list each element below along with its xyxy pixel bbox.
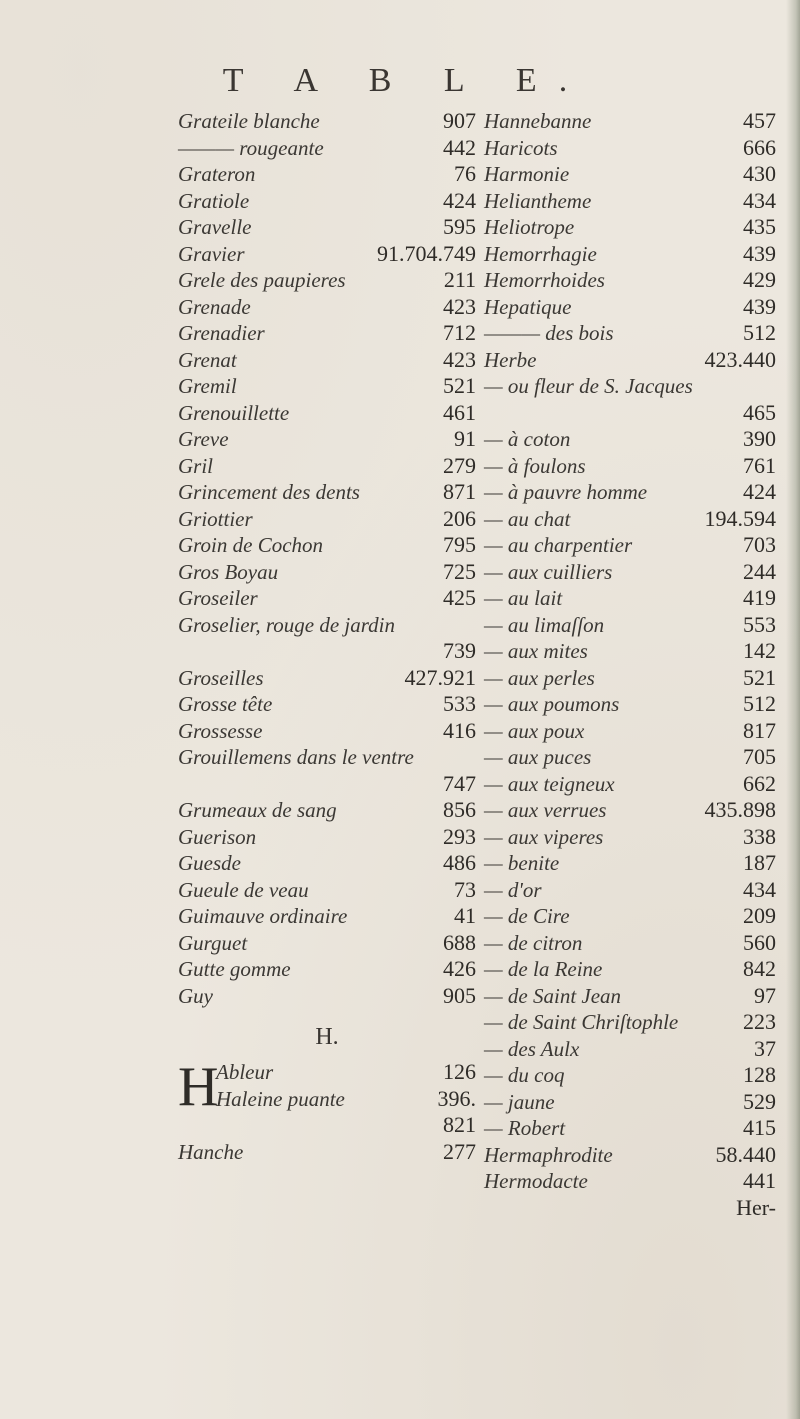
entry-term: Grossesse: [178, 718, 263, 743]
index-entry: [484, 320, 776, 347]
index-entry: [484, 930, 776, 957]
entry-page-number: 435.898: [704, 797, 776, 822]
entry-term: Groseilles: [178, 665, 264, 690]
index-entry: [178, 479, 476, 506]
entry-term: — aux poux: [484, 718, 585, 743]
entry-term: Guy: [178, 983, 213, 1008]
entry-term: ——— des bois: [484, 321, 614, 345]
entry-page-number: 856: [443, 797, 476, 822]
index-entry: [484, 559, 776, 586]
index-entry: [216, 1059, 476, 1086]
index-entry: [178, 718, 476, 745]
entry-term: — au charpentier: [484, 533, 633, 557]
entry-term: Groin de Cochon: [178, 533, 324, 557]
index-entry: [178, 585, 476, 612]
entry-page-number: 871: [443, 479, 476, 504]
index-entry: [178, 294, 476, 321]
entry-term: — des Aulx: [484, 1036, 580, 1061]
entry-page-number: 423: [443, 293, 476, 319]
entry-term: Gravier: [178, 241, 245, 266]
entry-term: Guerison: [178, 824, 257, 849]
index-entry: [484, 877, 776, 904]
entry-page-number: 426: [443, 956, 476, 981]
entry-term: — ou fleur de S. Jacques: [484, 374, 693, 398]
entry-term: — d'or: [484, 877, 542, 902]
entry-page-number: 560: [743, 929, 776, 955]
index-entry: [178, 532, 476, 559]
entry-term: Grele des paupieres: [178, 268, 346, 292]
entry-term: Gravelle: [178, 215, 252, 239]
index-entry: [178, 956, 476, 983]
index-entry: [178, 373, 476, 400]
entry-term: Gurguet: [178, 930, 248, 955]
page-edge-shadow: [786, 0, 800, 1419]
entry-page-number: 279: [443, 452, 476, 478]
entry-term: — au lait: [484, 586, 563, 610]
entry-page-number: 194.594: [704, 505, 776, 531]
index-entry: [484, 532, 776, 559]
entry-term: Hemorrhoides: [484, 268, 605, 292]
index-entry: [178, 135, 476, 162]
entry-page-number: 37: [754, 1035, 776, 1061]
entry-term: — aux teigneux: [484, 771, 615, 796]
index-entry: [178, 161, 476, 188]
entry-page-number: 223: [743, 1009, 776, 1034]
entry-page-number: 441: [743, 1168, 776, 1193]
index-entry: [212, 1112, 476, 1139]
entry-term: Heliantheme: [484, 188, 592, 213]
entry-page-number: 434: [743, 876, 776, 902]
entry-page-number: Her-: [736, 1194, 776, 1220]
index-entry: [484, 1036, 776, 1063]
index-entry: [178, 241, 476, 268]
index-entry: [484, 1195, 776, 1222]
index-entry: [484, 850, 776, 877]
entry-term: — aux poumons: [484, 692, 620, 716]
entry-term: — Robert: [484, 1116, 566, 1140]
entry-page-number: 206: [443, 505, 476, 531]
entry-term: Haricots: [484, 135, 558, 160]
entry-page-number: 293: [443, 823, 476, 849]
index-entry: [178, 744, 476, 771]
entry-term: — de citron: [484, 930, 583, 955]
index-entry: [484, 1009, 776, 1036]
entry-term: Hermaphrodite: [484, 1142, 613, 1167]
index-entry: [484, 638, 776, 665]
entry-term: — benite: [484, 851, 560, 875]
entry-page-number: 91: [454, 426, 476, 451]
index-entry: [484, 612, 776, 639]
page-title: T A B L E.: [222, 62, 590, 99]
index-entry: [484, 347, 776, 374]
entry-page-number: 58.440: [715, 1141, 776, 1167]
entry-term: — de Saint Jean: [484, 983, 622, 1008]
index-entry: [484, 241, 776, 268]
entry-page-number: 747: [443, 770, 476, 796]
index-entry: [178, 612, 476, 639]
entry-page-number: 688: [443, 929, 476, 955]
entry-page-number: 486: [443, 850, 476, 875]
index-entry: [484, 665, 776, 692]
entry-page-number: 434: [743, 187, 776, 213]
entry-term: — de Cire: [484, 904, 570, 928]
entry-term: — aux cuilliers: [484, 559, 613, 584]
entry-page-number: 666: [743, 134, 776, 160]
entry-term: Gremil: [178, 374, 237, 398]
entry-page-number: 725: [443, 558, 476, 584]
entry-term: Grosse tête: [178, 692, 273, 716]
entry-page-number: 435: [743, 214, 776, 239]
index-entry: [484, 188, 776, 215]
entry-term: Grenade: [178, 294, 251, 319]
entry-page-number: 703: [743, 532, 776, 557]
index-entry: [178, 850, 476, 877]
entry-page-number: 662: [743, 770, 776, 796]
entry-page-number: 439: [743, 293, 776, 319]
entry-page-number: 821: [443, 1112, 476, 1137]
entry-term: — à coton: [484, 427, 571, 451]
entry-term: — à foulons: [484, 453, 586, 478]
entry-page-number: 416: [443, 717, 476, 743]
entry-term: — aux verrues: [484, 798, 607, 822]
entry-term: Grenadier: [178, 321, 265, 345]
index-entry: [484, 797, 776, 824]
index-entry: [484, 294, 776, 321]
entry-term: — au limaſſon: [484, 612, 605, 637]
index-entry: [178, 320, 476, 347]
entry-page-number: 795: [443, 532, 476, 557]
index-entry: [178, 903, 476, 930]
section-letter-h: H.: [315, 1024, 339, 1050]
index-entry: [484, 1062, 776, 1089]
entry-page-number: 277: [443, 1138, 476, 1164]
entry-term: Harmonie: [484, 162, 570, 186]
right-column: [484, 108, 776, 1221]
entry-page-number: 427.921: [404, 664, 476, 690]
index-entry: [178, 797, 476, 824]
index-entry: [484, 506, 776, 533]
entry-page-number: 533: [443, 691, 476, 716]
entry-page-number: 817: [743, 717, 776, 743]
entry-term: Hannebanne: [484, 109, 592, 133]
index-entry: [484, 903, 776, 930]
entry-page-number: 712: [443, 320, 476, 345]
index-entry: [178, 983, 476, 1010]
entry-page-number: 244: [743, 558, 776, 584]
entry-page-number: 461: [443, 399, 476, 425]
index-entry: [484, 479, 776, 506]
index-entry: [178, 665, 476, 692]
index-entry: [216, 1086, 476, 1113]
drop-cap-lines: [216, 1059, 476, 1112]
entry-term: — aux puces: [484, 745, 592, 769]
entry-term: Grateile blanche: [178, 109, 320, 133]
entry-term: Grateron: [178, 162, 256, 186]
entry-page-number: 512: [743, 320, 776, 345]
entry-term: Grouillemens dans le ventre: [178, 745, 414, 769]
entry-page-number: 415: [743, 1115, 776, 1140]
index-entry: [178, 877, 476, 904]
index-entry: [484, 161, 776, 188]
entry-term: Greve: [178, 427, 229, 451]
index-entry: [178, 771, 476, 798]
entry-page-number: 97: [754, 982, 776, 1008]
index-entry: [178, 1139, 476, 1166]
index-entry: [178, 214, 476, 241]
entry-page-number: 126: [443, 1059, 476, 1084]
entry-page-number: 457: [743, 108, 776, 133]
index-entry: [178, 426, 476, 453]
entry-page-number: 128: [743, 1062, 776, 1087]
entry-page-number: 529: [743, 1088, 776, 1114]
entry-page-number: 390: [743, 426, 776, 451]
entry-page-number: 705: [743, 744, 776, 769]
entry-term: Herbe: [484, 347, 537, 372]
entry-page-number: 512: [743, 691, 776, 716]
index-entry: [484, 108, 776, 135]
index-entry: [178, 267, 476, 294]
entry-term: Guesde: [178, 851, 241, 875]
index-entry: [484, 771, 776, 798]
index-entry: [178, 506, 476, 533]
index-entry: [484, 744, 776, 771]
entry-term: — à pauvre homme: [484, 480, 648, 504]
entry-page-number: 73: [454, 876, 476, 902]
entry-page-number: 419: [743, 585, 776, 610]
index-entry: [178, 691, 476, 718]
entry-term: Gril: [178, 453, 214, 478]
entry-term: Grenat: [178, 347, 237, 372]
entry-page-number: 595: [443, 214, 476, 239]
index-entry: [484, 400, 776, 427]
index-entry: [484, 267, 776, 294]
entry-term: Gratiole: [178, 188, 250, 213]
index-entry: [178, 453, 476, 480]
entry-term: — au chat: [484, 506, 571, 531]
index-entry: [484, 585, 776, 612]
index-entry: [178, 824, 476, 851]
entry-page-number: 739: [443, 638, 476, 663]
index-entry: [484, 1115, 776, 1142]
entry-term: Grumeaux de sang: [178, 798, 337, 822]
entry-page-number: 429: [743, 267, 776, 292]
entry-page-number: 423: [443, 346, 476, 372]
entry-page-number: 338: [743, 823, 776, 849]
entry-term: Heliotrope: [484, 215, 575, 239]
entry-term: Gros Boyau: [178, 559, 279, 584]
entry-term: Grenouillette: [178, 400, 290, 425]
entry-term: — aux mites: [484, 639, 588, 663]
index-entry: [484, 1168, 776, 1195]
index-entry: [178, 108, 476, 135]
entry-page-number: 842: [743, 956, 776, 981]
drop-cap-block: [178, 1056, 476, 1118]
left-column: [178, 108, 476, 1165]
entry-page-number: 905: [443, 982, 476, 1008]
index-entry: [484, 824, 776, 851]
entry-page-number: 423.440: [704, 346, 776, 372]
index-entry: [484, 1089, 776, 1116]
entry-term: — jaune: [484, 1089, 555, 1114]
entry-page-number: 430: [743, 161, 776, 186]
entry-term: Hepatique: [484, 294, 572, 319]
index-entry: [484, 426, 776, 453]
entry-page-number: 91.704.749: [377, 240, 476, 266]
entry-page-number: 465: [743, 399, 776, 425]
drop-cap: H: [178, 1056, 219, 1118]
index-entry: [178, 638, 476, 665]
entry-term: Griottier: [178, 506, 253, 531]
entry-page-number: 76: [454, 161, 476, 186]
entry-term: Hermodacte: [484, 1169, 588, 1193]
entry-term: — du coq: [484, 1063, 565, 1087]
index-entry: [178, 347, 476, 374]
entry-page-number: 425: [443, 585, 476, 610]
entry-term: — de la Reine: [484, 957, 603, 981]
entry-term: — de Saint Chriſtophle: [484, 1010, 679, 1034]
index-entry: [484, 1142, 776, 1169]
entry-term: Hemorrhagie: [484, 241, 597, 266]
index-entry: [484, 373, 776, 400]
entry-page-number: 521: [443, 373, 476, 398]
index-entry: [484, 718, 776, 745]
entry-page-number: 209: [743, 903, 776, 928]
index-entry: [178, 559, 476, 586]
entry-term: Ableur: [216, 1060, 274, 1084]
entry-page-number: 521: [743, 664, 776, 690]
index-entry: [484, 983, 776, 1010]
index-entry: [178, 188, 476, 215]
entry-page-number: 41: [454, 903, 476, 928]
entry-page-number: 442: [443, 134, 476, 160]
index-entry: [484, 214, 776, 241]
entry-page-number: 211: [443, 267, 476, 292]
index-entry: [178, 400, 476, 427]
entry-page-number: 761: [743, 452, 776, 478]
entry-page-number: 187: [743, 850, 776, 875]
entry-page-number: 396.: [437, 1085, 476, 1111]
entry-page-number: 142: [743, 638, 776, 663]
index-entry: [484, 135, 776, 162]
entry-term: Gutte gomme: [178, 957, 291, 981]
entry-term: — aux perles: [484, 665, 595, 690]
entry-term: ——— rougeante: [178, 135, 324, 160]
index-entry: [484, 453, 776, 480]
entry-term: Groseiler: [178, 586, 258, 610]
entry-term: Grincement des dents: [178, 480, 360, 504]
entry-page-number: 424: [743, 479, 776, 504]
entry-term: Groselier, rouge de jardin: [178, 612, 395, 637]
entry-page-number: 553: [743, 611, 776, 637]
entry-page-number: 439: [743, 240, 776, 266]
entry-term: Guimauve ordinaire: [178, 904, 348, 928]
entry-term: Hanche: [178, 1139, 244, 1164]
entry-term: Haleine puante: [216, 1086, 345, 1111]
entry-page-number: 424: [443, 187, 476, 213]
index-entry: [178, 930, 476, 957]
entry-page-number: 907: [443, 108, 476, 133]
entry-term: — aux viperes: [484, 824, 604, 849]
index-entry: [484, 956, 776, 983]
entry-term: Gueule de veau: [178, 877, 309, 902]
index-entry: [484, 691, 776, 718]
